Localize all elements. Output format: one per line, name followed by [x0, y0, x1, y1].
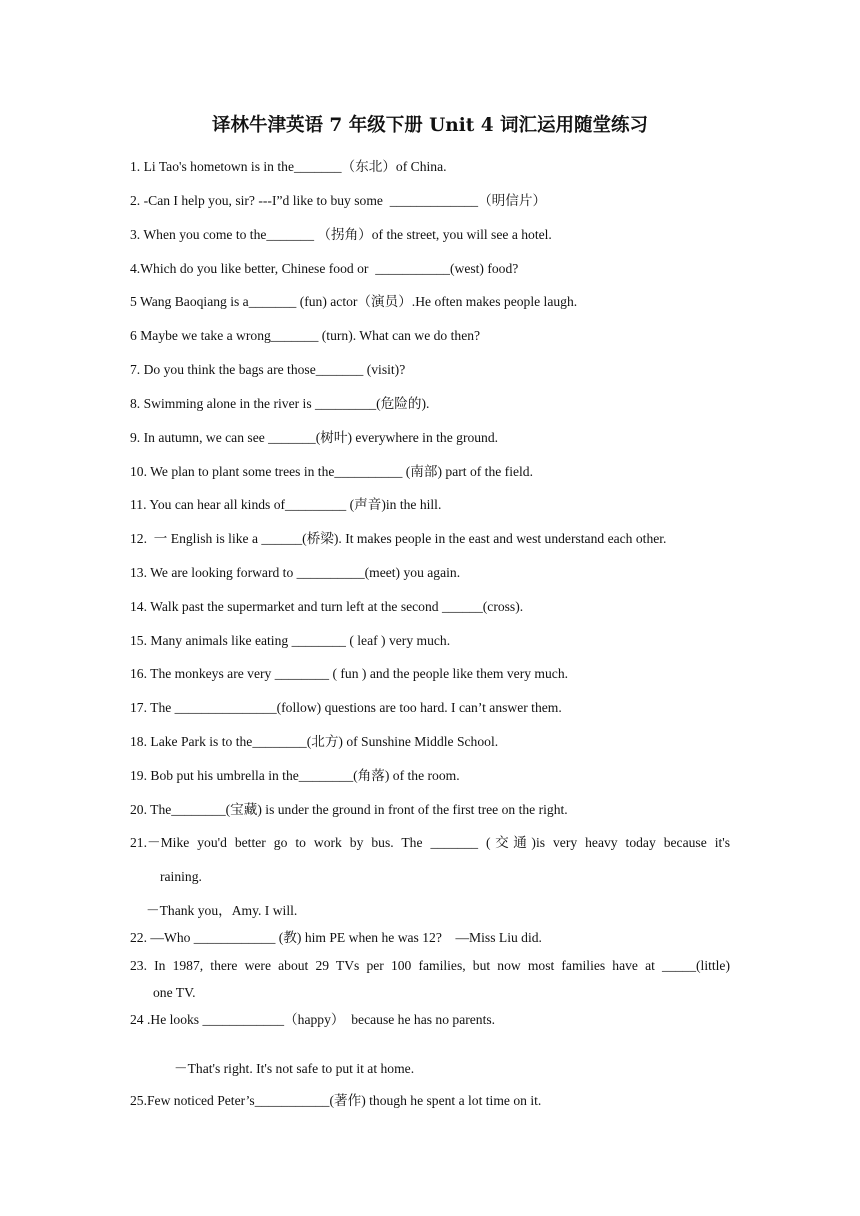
exercise-line-8: 8. Swimming alone in the river is _________(危险的).	[130, 396, 430, 411]
exercise-line-18: 18. Lake Park is to the________(北方) of Sunshine Middle School.	[130, 734, 499, 749]
exercise-line-21-reply: －Thank you，Amy. I will.	[146, 903, 298, 918]
exercise-line-23-cont: one TV.	[153, 985, 196, 1000]
exercise-line-4: 4.Which do you like better, Chinese food or ___________(west) food?	[130, 261, 519, 276]
exercise-line-17: 17. The _______________(follow) questions are too hard. I can’t answer them.	[130, 700, 562, 715]
exercise-line-5: 5 Wang Baoqiang is a_______ (fun) actor（演员）.He often makes people laugh.	[130, 294, 578, 309]
exercise-line-10: 10. We plan to plant some trees in the__________ (南部) part of the field.	[130, 464, 533, 479]
exercise-line-16: 16. The monkeys are very ________ ( fun ) and the people like them very much.	[130, 666, 569, 681]
exercise-line-7: 7. Do you think the bags are those_______ (visit)?	[130, 362, 406, 377]
exercise-line-22: 22. —Who ____________ (教) him PE when he was 12? —Miss Liu did.	[130, 930, 542, 945]
exercise-line-3: 3. When you come to the_______ （拐角）of the street, you will see a hotel.	[130, 227, 552, 242]
exercise-line-14: 14. Walk past the supermarket and turn left at the second ______(cross).	[130, 599, 524, 614]
exercise-line-20: 20. The________(宝藏) is under the ground in front of the first tree on the right.	[130, 802, 568, 817]
page-title: 译林牛津英语 7 年级下册 Unit 4 词汇运用随堂练习	[211, 115, 649, 136]
exercise-line-6: 6 Maybe we take a wrong_______ (turn). What can we do then?	[130, 328, 481, 343]
exercise-line-24: 24 .He looks ____________（happy） because he has no parents.	[130, 1012, 496, 1027]
exercise-line-15: 15. Many animals like eating ________ ( leaf ) very much.	[130, 633, 451, 648]
exercise-line-19: 19. Bob put his umbrella in the________(角落) of the room.	[130, 768, 460, 783]
exercise-line-11: 11. You can hear all kinds of_________ (声音)in the hill.	[130, 497, 442, 512]
exercise-line-25: 25.Few noticed Peter’s___________(著作) though he spent a lot time on it.	[130, 1093, 542, 1108]
exercise-line-12: 12. 一 English is like a ______(桥梁). It makes people in the east and west understand each other.	[130, 531, 667, 546]
exercise-line-9: 9. In autumn, we can see _______(树叶) everywhere in the ground.	[130, 430, 499, 445]
exercise-line-21-cont: raining.	[160, 869, 202, 884]
exercise-line-13: 13. We are looking forward to __________(meet) you again.	[130, 565, 461, 580]
exercise-line-2: 2. -Can I help you, sir? ---I”d like to buy some _____________（明信片）	[130, 193, 547, 208]
exercise-line-23: 23. In 1987, there were about 29 TVs per 100 families, but now most families have at _____(little)	[130, 958, 730, 973]
exercise-line-21: 21.－Mike you'd better go to work by bus. The _______ (交通)is very heavy today because it's	[130, 835, 730, 850]
exercise-line-1: 1. Li Tao's hometown is in the_______（东北）of China.	[130, 159, 447, 174]
exercise-line-24-reply: －That's right. It's not safe to put it at home.	[174, 1061, 415, 1076]
